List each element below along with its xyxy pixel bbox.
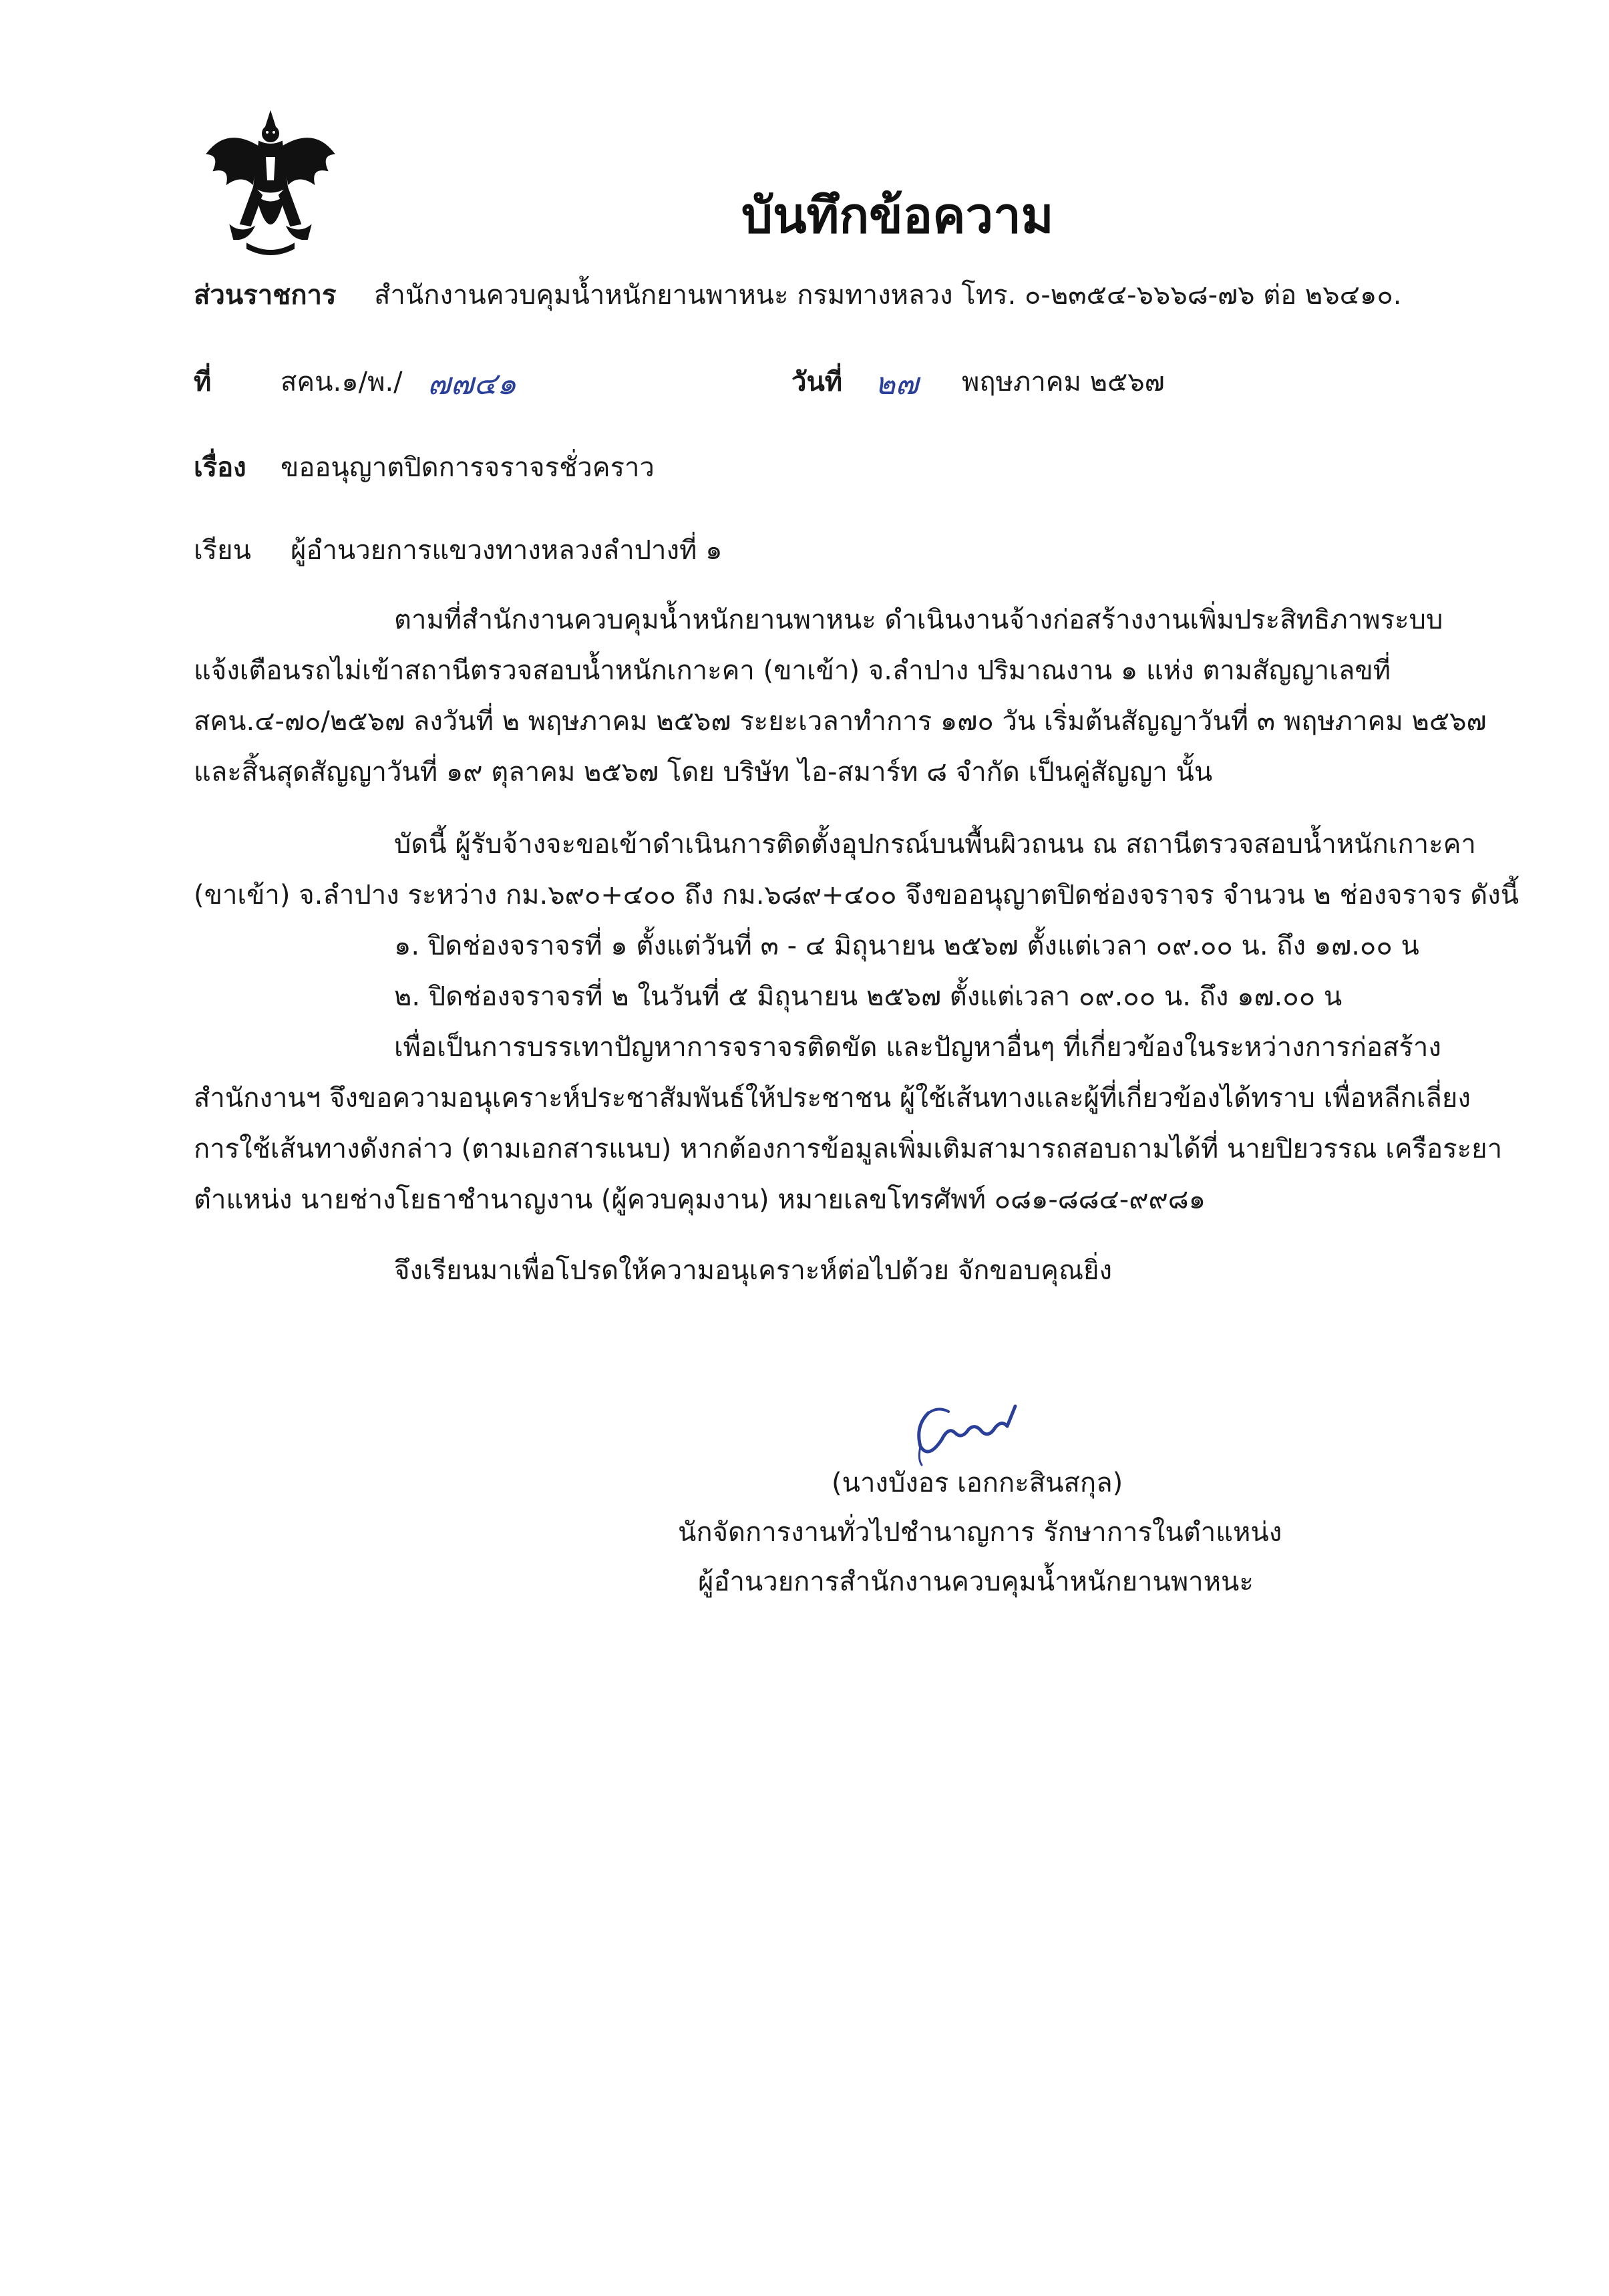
subject-label: เรื่อง — [194, 452, 246, 483]
body-p3-line: การใช้เส้นทางดังกล่าว (ตามเอกสารแนบ) หากต้องการข้อมูลเพิ่มเติมสามารถสอบถามได้ที่ นายปิยวรรณ เครือระยา — [194, 1134, 1503, 1164]
body-p3-line: เพื่อเป็นการบรรเทาปัญหาการจราจรติดขัด และปัญหาอื่นๆ ที่เกี่ยวข้องในระหว่างการก่อสร้าง — [394, 1032, 1441, 1063]
lane-closure-item-1: ๑. ปิดช่องจราจรที่ ๑ ตั้งแต่วันที่ ๓ - ๔ มิถุนายน ๒๕๖๗ ตั้งแต่เวลา ๐๙.๐๐ น. ถึง ๑๗.๐๐ น — [394, 931, 1419, 961]
body-p3-line: สำนักงานฯ จึงขอความอนุเคราะห์ประชาสัมพันธ์ให้ประชาชน ผู้ใช้เส้นทางและผู้ที่เกี่ยวข้องได้ทราบ เพื่อหลีกเลี่ยง — [194, 1083, 1471, 1114]
ref-prefix: สคน.๑/พ./ — [281, 367, 403, 397]
body-p1-line: สคน.๔-๗๐/๒๕๖๗ ลงวันที่ ๒ พฤษภาคม ๒๕๖๗ ระยะเวลาทำการ ๑๗๐ วัน เริ่มต้นสัญญาวันที่ ๓ พฤษภาคม ๒๕๖๗ — [194, 706, 1487, 737]
signatory-name: (นางบังอร เอกกะสินสกุล) — [832, 1468, 1123, 1498]
date-month-year: พฤษภาคม ๒๕๖๗ — [962, 367, 1165, 397]
signatory-position-2: ผู้อำนวยการสำนักงานควบคุมน้ำหนักยานพาหนะ — [698, 1567, 1254, 1597]
body-p2-line: บัดนี้ ผู้รับจ้างจะขอเข้าดำเนินการติดตั้งอุปกรณ์บนพื้นผิวถนน ณ สถานีตรวจสอบน้ำหนักเกาะคา — [394, 829, 1476, 860]
to-value: ผู้อำนวยการแขวงทางหลวงลำปางที่ ๑ — [291, 535, 723, 566]
body-p2-line: (ขาเข้า) จ.ลำปาง ระหว่าง กม.๖๙๐+๔๐๐ ถึง กม.๖๘๙+๔๐๐ จึงขออนุญาตปิดช่องจราจร จำนวน ๒ ช่องจราจร ดังนี้ — [194, 880, 1519, 911]
closing-line: จึงเรียนมาเพื่อโปรดให้ความอนุเคราะห์ต่อไปด้วย จักขอบคุณยิ่ง — [394, 1255, 1113, 1286]
body-p1-line: และสิ้นสุดสัญญาวันที่ ๑๙ ตุลาคม ๒๕๖๗ โดย บริษัท ไอ-สมาร์ท ๘ จำกัด เป็นคู่สัญญา นั้น — [194, 757, 1213, 788]
subject-value: ขออนุญาตปิดการจราจรชั่วคราว — [281, 452, 655, 483]
date-label: วันที่ — [791, 367, 843, 397]
garuda-emblem-icon — [200, 107, 341, 261]
body-p3-line: ตำแหน่ง นายช่างโยธาชำนาญงาน (ผู้ควบคุมงาน) หมายเลขโทรศัพท์ ๐๘๑-๘๘๔-๙๙๘๑ — [194, 1184, 1206, 1215]
ref-label: ที่ — [194, 367, 212, 397]
date-day-handwritten: ๒๗ — [875, 365, 918, 401]
lane-closure-item-2: ๒. ปิดช่องจราจรที่ ๒ ในวันที่ ๕ มิถุนายน ๒๕๖๗ ตั้งแต่เวลา ๐๙.๐๐ น. ถึง ๑๗.๐๐ น — [394, 981, 1343, 1012]
agency-label: ส่วนราชการ — [194, 280, 337, 311]
signatory-position-1: นักจัดการงานทั่วไปชำนาญการ รักษาการในตำแหน่ง — [678, 1517, 1282, 1548]
signature-icon — [902, 1393, 1049, 1466]
agency-value: สำนักงานควบคุมน้ำหนักยานพาหนะ กรมทางหลวง โทร. ๐-๒๓๕๔-๖๖๖๘-๗๖ ต่อ ๒๖๔๑๐. — [374, 280, 1402, 311]
body-p1-line: ตามที่สำนักงานควบคุมน้ำหนักยานพาหนะ ดำเนินงานจ้างก่อสร้างงานเพิ่มประสิทธิภาพระบบ — [394, 605, 1443, 635]
page-title: บันทึกข้อความ — [741, 187, 1054, 244]
to-label: เรียน — [194, 535, 251, 566]
body-p1-line: แจ้งเตือนรถไม่เข้าสถานีตรวจสอบน้ำหนักเกาะคา (ขาเข้า) จ.ลำปาง ปริมาณงาน ๑ แห่ง ตามสัญญาเลขที่ — [194, 655, 1391, 686]
ref-handwritten-number: ๗๗๔๑ — [427, 365, 517, 401]
